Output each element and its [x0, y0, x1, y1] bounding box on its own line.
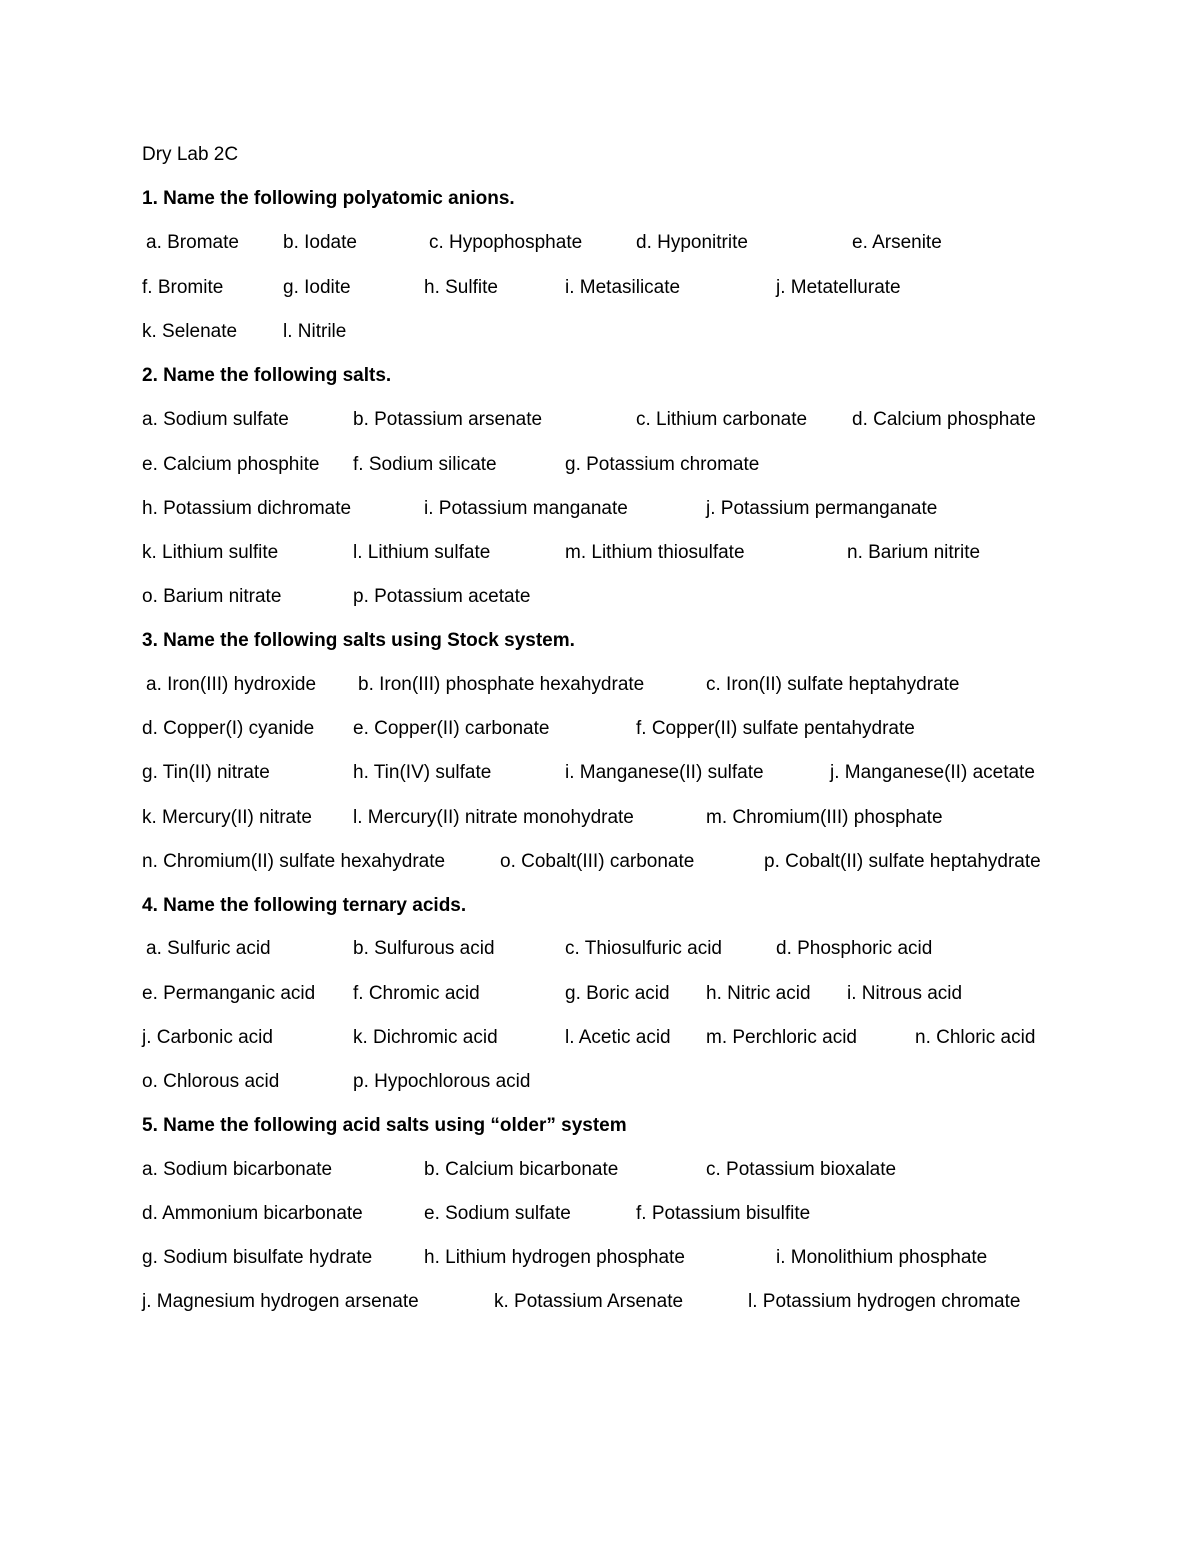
item-5i: i. Monolithium phosphate	[776, 1247, 988, 1268]
section-2-heading-line	[0, 362, 1200, 392]
item-3f: f. Copper(II) sulfate pentahydrate	[636, 718, 915, 739]
item-3i: i. Manganese(II) sulfate	[565, 762, 764, 783]
item-2e: e. Calcium phosphite	[142, 454, 320, 475]
item-1b: b. Iodate	[283, 232, 357, 253]
section-5-row-4	[0, 1288, 1200, 1318]
section-4-heading-line	[0, 892, 1200, 922]
item-5l: l. Potassium hydrogen chromate	[748, 1291, 1021, 1312]
section-3-row-1	[0, 671, 1200, 701]
item-1k: k. Selenate	[142, 321, 238, 342]
item-1g: g. Iodite	[283, 277, 351, 298]
item-5g: g. Sodium bisulfate hydrate	[142, 1247, 373, 1268]
item-5c: c. Potassium bioxalate	[706, 1159, 897, 1180]
item-2f: f. Sodium silicate	[353, 454, 497, 475]
item-2n: n. Barium nitrite	[847, 542, 981, 563]
item-4i: i. Nitrous acid	[847, 983, 963, 1004]
item-4g: g. Boric acid	[565, 983, 670, 1004]
item-1a: a. Bromate	[146, 232, 239, 253]
section-1-row-2	[0, 274, 1200, 304]
item-3h: h. Tin(IV) sulfate	[353, 762, 492, 783]
item-4e: e. Permanganic acid	[142, 983, 316, 1004]
item-5j: j. Magnesium hydrogen arsenate	[142, 1291, 419, 1312]
item-5f: f. Potassium bisulfite	[636, 1203, 811, 1224]
item-3m: m. Chromium(III) phosphate	[706, 807, 943, 828]
item-1i: i. Metasilicate	[565, 277, 681, 298]
section-5-row-3	[0, 1244, 1200, 1274]
item-1j: j. Metatellurate	[776, 277, 901, 298]
document-title: Dry Lab 2C	[142, 144, 239, 165]
item-4b: b. Sulfurous acid	[353, 938, 495, 959]
item-2h: h. Potassium dichromate	[142, 498, 352, 519]
section-2-row-2	[0, 451, 1200, 481]
item-2o: o. Barium nitrate	[142, 586, 282, 607]
section-2-row-3	[0, 495, 1200, 525]
section-4-row-4	[0, 1068, 1200, 1098]
item-3k: k. Mercury(II) nitrate	[142, 807, 312, 828]
item-3b: b. Iron(III) phosphate hexahydrate	[358, 674, 645, 695]
section-2-row-5	[0, 583, 1200, 613]
section-3-row-4	[0, 804, 1200, 834]
item-5a: a. Sodium bicarbonate	[142, 1159, 333, 1180]
item-2g: g. Potassium chromate	[565, 454, 760, 475]
item-3l: l. Mercury(II) nitrate monohydrate	[353, 807, 634, 828]
item-1l: l. Nitrile	[283, 321, 347, 342]
item-3j: j. Manganese(II) acetate	[830, 762, 1035, 783]
item-5e: e. Sodium sulfate	[424, 1203, 571, 1224]
item-5k: k. Potassium Arsenate	[494, 1291, 684, 1312]
item-4a: a. Sulfuric acid	[146, 938, 271, 959]
item-4p: p. Hypochlorous acid	[353, 1071, 531, 1092]
item-5h: h. Lithium hydrogen phosphate	[424, 1247, 685, 1268]
section-1-row-3	[0, 318, 1200, 348]
item-3a: a. Iron(III) hydroxide	[146, 674, 317, 695]
section-1-heading: 1. Name the following polyatomic anions.	[142, 188, 515, 209]
item-5d: d. Ammonium bicarbonate	[142, 1203, 363, 1224]
item-4n: n. Chloric acid	[915, 1027, 1036, 1048]
section-3-heading-line	[0, 627, 1200, 657]
section-3-heading: 3. Name the following salts using Stock system.	[142, 630, 575, 651]
section-4-row-3	[0, 1024, 1200, 1054]
section-4-row-2	[0, 980, 1200, 1010]
section-3-row-3	[0, 759, 1200, 789]
section-3-row-2	[0, 715, 1200, 745]
section-2-row-1	[0, 406, 1200, 436]
item-2i: i. Potassium manganate	[424, 498, 628, 519]
section-2-row-4	[0, 539, 1200, 569]
section-3-row-5	[0, 848, 1200, 878]
section-2-heading: 2. Name the following salts.	[142, 365, 392, 386]
section-5-row-2	[0, 1200, 1200, 1230]
item-5b: b. Calcium bicarbonate	[424, 1159, 619, 1180]
item-1d: d. Hyponitrite	[636, 232, 748, 253]
item-2l: l. Lithium sulfate	[353, 542, 491, 563]
section-1-row-1	[0, 229, 1200, 259]
item-3n: n. Chromium(II) sulfate hexahydrate	[142, 851, 446, 872]
section-4-heading: 4. Name the following ternary acids.	[142, 895, 467, 916]
item-4o: o. Chlorous acid	[142, 1071, 280, 1092]
section-5-heading-line	[0, 1112, 1200, 1142]
item-3p: p. Cobalt(II) sulfate heptahydrate	[764, 851, 1041, 872]
item-4h: h. Nitric acid	[706, 983, 811, 1004]
section-5-row-1	[0, 1156, 1200, 1186]
item-1f: f. Bromite	[142, 277, 224, 298]
item-2b: b. Potassium arsenate	[353, 409, 543, 430]
section-1-heading-line	[0, 185, 1200, 215]
item-3c: c. Iron(II) sulfate heptahydrate	[706, 674, 960, 695]
item-1e: e. Arsenite	[852, 232, 942, 253]
item-2p: p. Potassium acetate	[353, 586, 531, 607]
item-3g: g. Tin(II) nitrate	[142, 762, 270, 783]
item-4f: f. Chromic acid	[353, 983, 480, 1004]
item-4d: d. Phosphoric acid	[776, 938, 933, 959]
item-2k: k. Lithium sulfite	[142, 542, 279, 563]
item-4j: j. Carbonic acid	[142, 1027, 273, 1048]
item-2m: m. Lithium thiosulfate	[565, 542, 745, 563]
item-4c: c. Thiosulfuric acid	[565, 938, 722, 959]
section-4-row-1	[0, 935, 1200, 965]
item-4l: l. Acetic acid	[565, 1027, 671, 1048]
section-5-heading: 5. Name the following acid salts using “older” system	[142, 1115, 627, 1136]
item-4k: k. Dichromic acid	[353, 1027, 498, 1048]
title-line	[0, 141, 1200, 171]
item-1h: h. Sulfite	[424, 277, 498, 298]
item-2d: d. Calcium phosphate	[852, 409, 1036, 430]
item-1c: c. Hypophosphate	[429, 232, 583, 253]
item-3o: o. Cobalt(III) carbonate	[500, 851, 695, 872]
item-2a: a. Sodium sulfate	[142, 409, 289, 430]
item-2c: c. Lithium carbonate	[636, 409, 808, 430]
item-3e: e. Copper(II) carbonate	[353, 718, 550, 739]
item-2j: j. Potassium permanganate	[706, 498, 938, 519]
item-4m: m. Perchloric acid	[706, 1027, 857, 1048]
item-3d: d. Copper(I) cyanide	[142, 718, 315, 739]
